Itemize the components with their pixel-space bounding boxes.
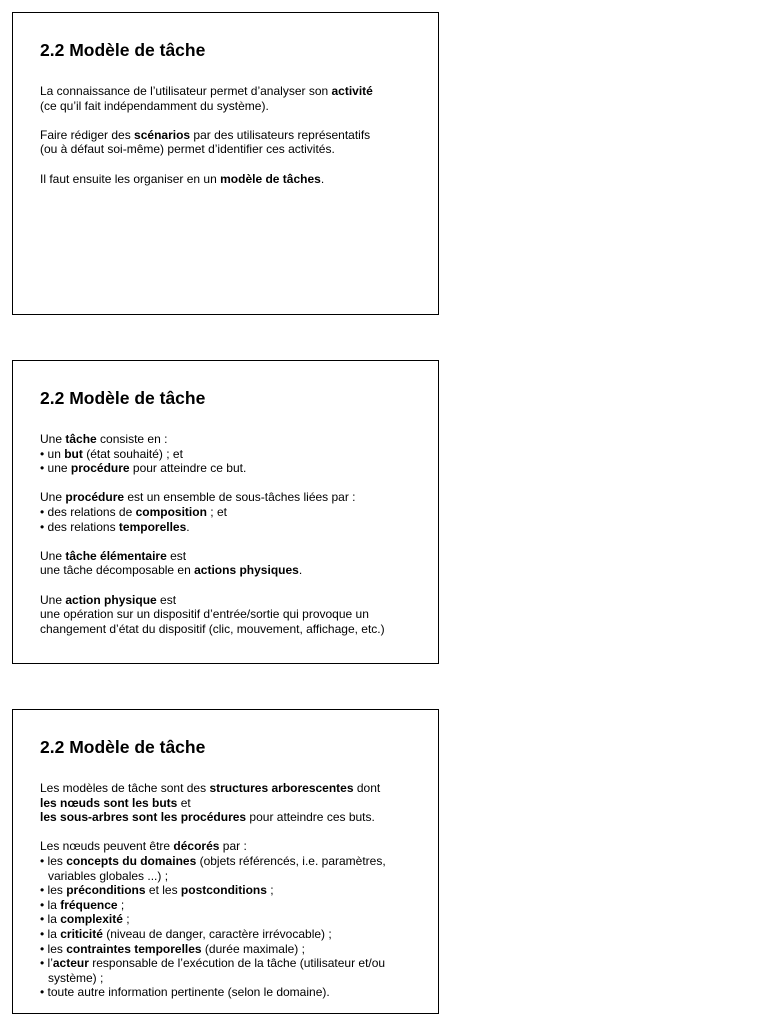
text-span: • la [40,897,61,912]
paragraph [40,432,428,476]
slide-title: 2.2 Modèle de tâche [40,40,206,60]
text-line [40,142,428,157]
bold-term: préconditions [66,883,146,898]
text-line [40,985,428,1000]
text-span: et [177,795,191,810]
text-line [40,956,428,971]
slide-3 [12,709,439,1014]
text-span: consiste en : [96,432,168,446]
text-span: . [320,171,325,186]
text-line [40,505,428,520]
text-line [40,520,428,535]
text-line [40,99,428,114]
text-span: pour atteindre ces buts. [246,810,375,825]
text-line [40,622,428,637]
bold-term: composition [135,504,207,519]
paragraph [40,781,428,825]
text-span: (objets référencés, i.e. paramètres, [196,853,386,868]
bold-term: concepts du domaines [66,853,197,868]
text-line [40,869,428,884]
text-span: par : [219,839,247,854]
text-span: • un [40,446,65,461]
bold-term: tâche [65,432,97,446]
text-span: • la [40,926,61,941]
text-span: système) ; [48,970,104,985]
text-span: est [166,548,187,563]
slide-title: 2.2 Modèle de tâche [40,737,206,757]
text-span: • des relations de [40,504,136,519]
text-span: est un ensemble de sous-tâches liées par : [124,490,356,505]
bold-term: actions physiques [194,563,299,578]
text-span: par des utilisateurs représentatifs [190,127,371,142]
text-line [40,563,428,578]
bold-term: criticité [60,926,103,941]
text-span: • les [40,883,67,898]
bold-term: les sous-arbres sont les procédures [40,810,247,825]
text-line [40,927,428,942]
text-span: est [156,592,177,607]
paragraph [40,839,428,1000]
text-span: Une [40,592,66,607]
text-line [40,883,428,898]
text-span: une opération sur un dispositif d’entrée/sortie qui provoque un [40,607,369,622]
text-line [40,172,428,187]
bold-term: complexité [60,912,123,927]
bold-term: tâche élémentaire [65,548,167,563]
text-line [40,549,428,564]
text-span: (état souhaité) ; et [82,446,183,461]
text-span: et les [145,883,181,898]
text-line [40,432,428,447]
paragraph [40,84,428,113]
text-line [40,781,428,796]
bold-term: contraintes temporelles [66,941,202,956]
text-line [40,128,428,143]
paragraph [40,593,428,637]
text-span: Une [40,432,66,446]
paragraph [40,172,428,187]
text-span: Une [40,548,66,563]
text-line [40,84,428,99]
text-span: La connaissance de l’utilisateur permet d’analyser son [40,84,332,98]
text-line [40,912,428,927]
bold-term: action physique [65,592,157,607]
bold-term: acteur [52,956,89,971]
text-span: • des relations [40,519,119,534]
text-line [40,593,428,608]
text-line [40,607,428,622]
text-span: . [298,563,303,578]
text-span: variables globales ...) ; [48,868,169,883]
bold-term: temporelles [118,519,187,534]
bold-term: procédure [70,461,130,476]
text-line [40,796,428,811]
text-line [40,447,428,462]
text-span: ; [117,897,125,912]
paragraph [40,490,428,534]
text-span: • l’ [40,956,53,971]
bold-term: les nœuds sont les buts [40,795,178,810]
slide-title: 2.2 Modèle de tâche [40,388,206,408]
text-span: • une [40,461,71,476]
bold-term: but [64,446,83,461]
text-span: Une [40,490,66,505]
text-span: ; et [206,504,227,519]
text-line [40,942,428,957]
text-span: Les modèles de tâche sont des [40,781,210,795]
text-span: • les [40,941,67,956]
text-span: ; [122,912,130,927]
text-span: dont [353,781,381,795]
text-span: Faire rédiger des [40,127,135,142]
bold-term: décorés [173,839,220,854]
slide-body [40,432,428,636]
bold-term: activité [331,84,373,98]
slide-2 [12,360,439,664]
text-span: responsable de l’exécution de la tâche (utilisateur et/ou [88,956,386,971]
text-span: . [186,519,190,534]
text-line [40,854,428,869]
text-span: • la [40,912,61,927]
text-span: (durée maximale) ; [201,941,305,956]
text-span: changement d’état du dispositif (clic, mouvement, affichage, etc.) [40,621,385,636]
slide-body [40,781,428,1000]
bold-term: fréquence [60,897,118,912]
slide-1 [12,12,439,315]
slide-body [40,84,428,186]
text-span: (ce qu’il fait indépendamment du système). [40,98,269,113]
bold-term: procédure [65,490,125,505]
paragraph [40,549,428,578]
text-line [40,898,428,913]
text-span: • les [40,853,67,868]
text-line [40,461,428,476]
text-span: (ou à défaut soi-même) permet d’identifier ces activités. [40,142,335,157]
text-line [40,971,428,986]
text-line [40,810,428,825]
text-span: une tâche décomposable en [40,563,195,578]
text-span: Les nœuds peuvent être [40,839,174,854]
bold-term: scénarios [134,127,191,142]
paragraph [40,128,428,157]
text-span: Il faut ensuite les organiser en un [40,171,221,186]
text-span: • toute autre information pertinente (selon le domaine). [40,985,330,1000]
bold-term: structures arborescentes [209,781,354,795]
bold-term: modèle de tâches [220,171,321,186]
bold-term: postconditions [180,883,267,898]
text-line [40,839,428,854]
text-span: (niveau de danger, caractère irrévocable) ; [102,926,332,941]
text-line [40,490,428,505]
text-span: ; [266,883,274,898]
text-span: pour atteindre ce but. [129,461,247,476]
